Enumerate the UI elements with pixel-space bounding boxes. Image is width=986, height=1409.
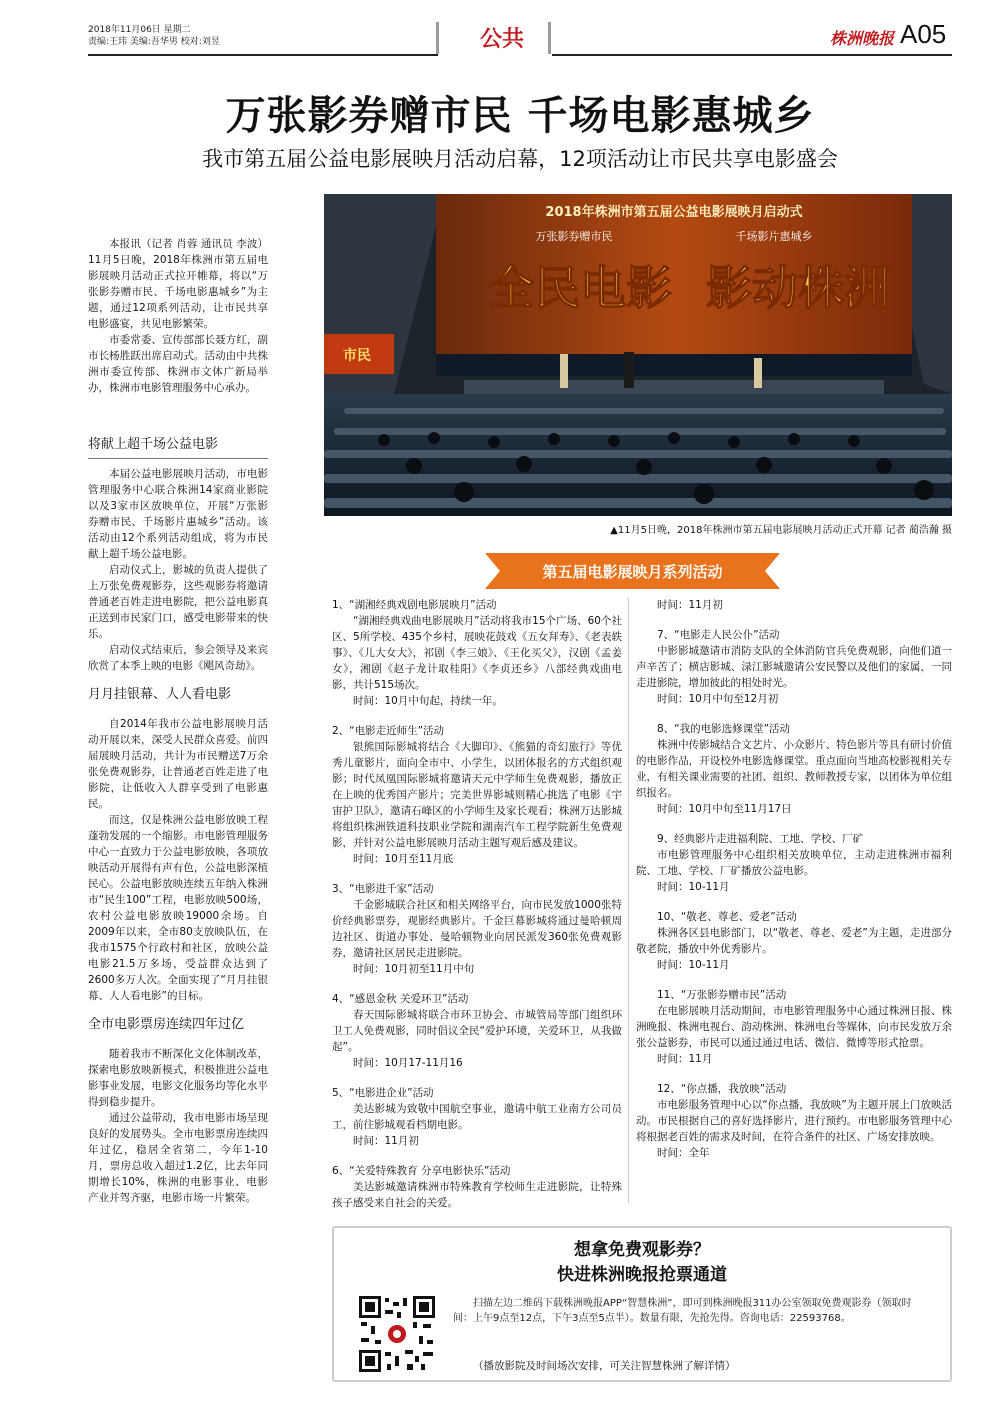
activity-item <box>332 723 622 867</box>
activity-time: 时间：11月初 <box>657 599 723 611</box>
promo-note: （播放影院及时间场次安排，可关注智慧株洲了解详情） <box>473 1360 736 1372</box>
screen-big-right: 影动株洲 <box>706 261 890 315</box>
header-rule-left <box>88 54 438 56</box>
activity-item <box>332 1163 622 1211</box>
intro-paragraph-2: 市委常委、宣传部部长聂方红，副市长杨胜跃出席启动式。活动由中共株洲市委宣传部、株洲市文体广新局举办，株洲市电影管理服务中心承办。 <box>88 334 268 394</box>
section1-paragraph: 启动仪式结束后，参会领导及来宾欣赏了本季上映的电影《飓风奇劫》。 <box>88 644 268 672</box>
promo-title-1: 想拿免费观影券？ <box>574 1240 710 1260</box>
screen-slogan-right: 千场影片惠城乡 <box>735 230 813 243</box>
activity-title: 9、经典影片走进福利院、工地、学校、厂矿 <box>657 833 864 845</box>
header-bar-left <box>436 22 439 54</box>
header-rule-right <box>552 54 952 56</box>
activity-title: 11、“万张影券赠市民”活动 <box>657 989 787 1001</box>
screen-big-left: 全民电影 <box>488 261 672 315</box>
activity-title: 4、“感恩金秋 关爱环卫”活动 <box>332 993 469 1005</box>
activities-column-1 <box>332 597 622 1211</box>
event-photo <box>324 194 952 516</box>
activity-time: 时间：10月中旬起，持续一年。 <box>353 695 503 707</box>
side-sign: 市民 <box>343 348 371 364</box>
screen-banner-title: 2018年株洲市第五届公益电影展映月启动式 <box>545 205 803 220</box>
promo-instructions: 扫描左边二维码下载株洲晚报APP“智慧株洲”，即可到株洲晚报311办公室领取免费观影券（领取时间：上午9点至12点，下午3点至5点半）。数量有限，先抢先得。咨询电话：22593768。 <box>453 1298 912 1324</box>
section-title-3: 全市电影票房连续四年过亿 <box>88 1017 245 1032</box>
activity-body: 在电影展映月活动期间，市电影管理服务中心通过株洲日报、株洲晚报、株洲电视台、韵动株洲、株洲电台等媒体，向市民发放万余张公益影券，市民可以通过通过电话、微信、微博等形式抢票。 <box>636 1005 952 1049</box>
promo-body <box>453 1296 925 1326</box>
section-divider <box>88 458 268 459</box>
section2-paragraph: 而这，仅是株洲公益电影放映工程蓬勃发展的一个缩影。市电影管理服务中心一直致力于公益电影放映，各项放映活动开展得有声有色，公益电影深植民心。公益电影放映连续五年纳入株洲市“民生100”工程，电影放映500场，农村公益电影放映19000余场。自2009年以来，全市80支放映队伍，在我市1575个行政村和社区，放映公益电影21.5万多场，受益群众达到了2600多万人次。全面实现了“月月挂银幕、人人看电影”的目标。 <box>88 814 268 1002</box>
section3-paragraph: 随着我市不断深化文化体制改革，探索电影放映新模式，积极推进公益电影事业发展，电影文化服务均等化水平得到稳步提升。 <box>88 1048 268 1108</box>
activity-time: 时间：全年 <box>657 1147 710 1159</box>
section-name: 公共 <box>479 26 524 52</box>
activity-body: 千金影城联合社区和相关网络平台，向市民发放1000张特价经典影票券，观影经典影片。千金巨幕影城将通过曼哈顿周边社区、街道办事处、曼哈顿物业向居民派发360张免费观影券，邀请社区居民走进影院。 <box>332 899 622 959</box>
activity-title: 12、“你点播，我放映”活动 <box>657 1083 787 1095</box>
section-title-1: 将献上超千场公益电影 <box>88 437 219 452</box>
activity-title: 5、“电影进企业”活动 <box>332 1087 434 1099</box>
activity-item <box>636 909 952 973</box>
screen-slogan-left: 万张影券赠市民 <box>535 230 613 243</box>
activity-title: 2、“电影走近师生”活动 <box>332 725 445 737</box>
promo-title-2: 快进株洲晚报抢票通道 <box>557 1265 727 1285</box>
activity-item <box>636 831 952 895</box>
section2-paragraph: 自2014年我市公益电影展映月活动开展以来，深受人民群众喜爱。前四届展映月活动，共计为市民赠送7万余张免费观影券，让普通老百姓走进了电影院，让低收入人群享受到了电影惠民。 <box>88 718 268 810</box>
activity-body: 株洲各区县电影部门，以“敬老、尊老、爱老”为主题，走进部分敬老院，播放中外优秀影片。 <box>636 927 952 955</box>
activity-body: 美达影城邀请株洲市特殊教育学校师生走进影院，让特殊孩子感受来自社会的关爱。 <box>332 1181 622 1209</box>
activity-time: 时间：10-11月 <box>657 959 730 971</box>
activity-title: 6、“关爱特殊教育 分享电影快乐”活动 <box>332 1165 511 1177</box>
left-column <box>88 236 268 1206</box>
activity-item <box>332 597 622 709</box>
section1-paragraph: 本届公益电影展映月活动，市电影管理服务中心联合株洲14家商业影院以及3家市区放映单位，开展“万张影券赠市民、千场影片惠城乡”活动。该活动由12个系列活动组成，将为市民献上超千场公益电影。 <box>88 468 268 560</box>
activity-item <box>332 881 622 977</box>
editors-line: 责编:王玮 美编:吾华男 校对:刘昱 <box>88 37 220 47</box>
activity-body: 美达影城为致敬中国航空事业，邀请中航工业南方公司员工，前往影城观看档期电影。 <box>332 1103 622 1131</box>
intro-paragraph-1: 本报讯（记者 肖蓉 通讯员 李波）11月5日晚，2018年株洲市第五届电影展映月活动正式拉开帷幕，将以“万张影券赠市民、千场电影惠城乡”为主题，通过12项系列活动，让市民共享电影盛宴，共见电影繁荣。 <box>88 238 268 330</box>
subheadline: 我市第五届公益电影展映月活动启幕，12项活动让市民共享电影盛会 <box>202 147 838 171</box>
activity-title: 1、“湖湘经典戏剧电影展映月”活动 <box>332 599 497 611</box>
activity-title: 10、“敬老、尊老、爱老”活动 <box>657 911 797 923</box>
activity-time: 时间：10月17-11月16 <box>353 1057 463 1069</box>
section3-paragraph: 通过公益带动，我市电影市场呈现良好的发展势头。全市电影票房连续四年过亿，稳居全省第二，今年1-10月，票房总收入超过1.2亿，比去年同期增长10%，株洲的电影事业、电影产业并驾齐驱，电影市场一片繁荣。 <box>88 1112 268 1204</box>
section-title-2: 月月挂银幕、人人看电影 <box>88 687 232 702</box>
activity-body: 中影影城邀请市消防支队的全体消防官兵免费观影，向他们道一声辛苦了；横店影城、渌江影城邀请公安民警以及他们的家属，一同走进影院，增加彼此的相处时光。 <box>636 645 952 689</box>
activity-item <box>636 627 952 707</box>
column-separator <box>628 598 629 1203</box>
activity-time: 时间：11月初 <box>353 1135 419 1147</box>
activity-time: 时间：11月 <box>657 1053 713 1065</box>
activity-item <box>332 1085 622 1149</box>
photo-caption: ▲11月5日晚，2018年株洲市第五届电影展映月活动正式开幕 记者 蔺浩瀚 摄 <box>610 525 952 536</box>
activity-item <box>636 987 952 1067</box>
header-bar-right <box>548 22 551 54</box>
activity-time: 时间：10月中旬至12月初 <box>657 693 779 705</box>
activity-body: “湖湘经典戏曲电影展映月”活动将我市15个广场、60个社区、5所学校、435个乡村，展映花鼓戏《五女拜寿》、《老表轶事》、《儿大女大》，祁剧《李三娘》、《王化买父》，汉剧《孟姜女》，湘剧《赵子龙计取桂阳》《李贞还乡》八部经典戏曲电影，共计515场次。 <box>332 615 622 691</box>
activity-title: 7、“电影走人民公仆”活动 <box>657 629 780 641</box>
activity-item <box>636 1081 952 1161</box>
qr-code[interactable] <box>357 1294 437 1374</box>
masthead-meta <box>88 24 428 48</box>
activity-body: 春天国际影城将联合市环卫协会、市城管局等部门组织环卫工人免费观影，同时倡议全民“爱护环境，关爱环卫，从我做起”。 <box>332 1009 622 1053</box>
activity-body: 银熊国际影城将结合《大脚印》、《熊猫的奇幻旅行》等优秀儿童影片，面向全市中、小学生，以团体报名的方式组织观影；时代凤凰国际影城将邀请天元中学师生免费观影，播放正在上映的优秀国产影片；完美世界影城则精心挑选了电影《宇宙护卫队》，邀请石峰区的小学师生及家长观看；株洲万达影城将组织株洲铁道科技职业学院和湖南汽车工程学院新生免费观影，并针对公益电影展映月活动主题写观后感及建议。 <box>332 741 622 849</box>
headline: 万张影券赠市民 千场电影惠城乡 <box>225 93 815 139</box>
activity-time: 时间：10月中旬至11月17日 <box>657 803 792 815</box>
activity-time: 时间：10-11月 <box>657 881 730 893</box>
activities-banner-title: 第五届电影展映月系列活动 <box>542 563 723 581</box>
cinema-hall-illustration <box>324 194 952 516</box>
paper-logo: 株洲晚报 <box>829 29 894 48</box>
activity-time: 时间：10月初至11月中旬 <box>353 963 475 975</box>
activity-title: 3、“电影进千家”活动 <box>332 883 434 895</box>
section1-paragraph: 启动仪式上，影城的负责人提供了上万张免费观影券，这些观影券将邀请普通老百姓走进电影院，把公益电影真正送到市民家门口，感受电影带来的快乐。 <box>88 564 268 640</box>
activity-item <box>636 721 952 817</box>
activity-body: 市电影管理服务中心组织相关放映单位，主动走进株洲市福利院、工地、学校、厂矿播放公益电影。 <box>636 849 952 877</box>
page-number: A05 <box>900 19 947 49</box>
activity-body: 株洲中传影城结合文艺片、小众影片、特色影片等具有研讨价值的电影作品，开设校外电影选修课堂。重点面向当地高校影视相关专业，有相关课业需要的社团、组织、教师教授专家，以团体为单位组织报名。 <box>636 739 952 799</box>
activity-time: 时间：10月至11月底 <box>353 853 454 865</box>
activity-body: 市电影服务管理中心以“你点播，我放映”为主题开展上门放映活动。市民根据自己的喜好选择影片，进行预约。市电影服务管理中心将根据老百姓的需求及时间，在符合条件的社区、广场安排放映。 <box>636 1099 952 1143</box>
activity-item <box>332 991 622 1071</box>
activity-title: 8、“我的电影选修课堂”活动 <box>657 723 791 735</box>
activities-column-2 <box>636 597 952 1161</box>
date-line: 2018年11月06日 星期二 <box>88 25 191 35</box>
